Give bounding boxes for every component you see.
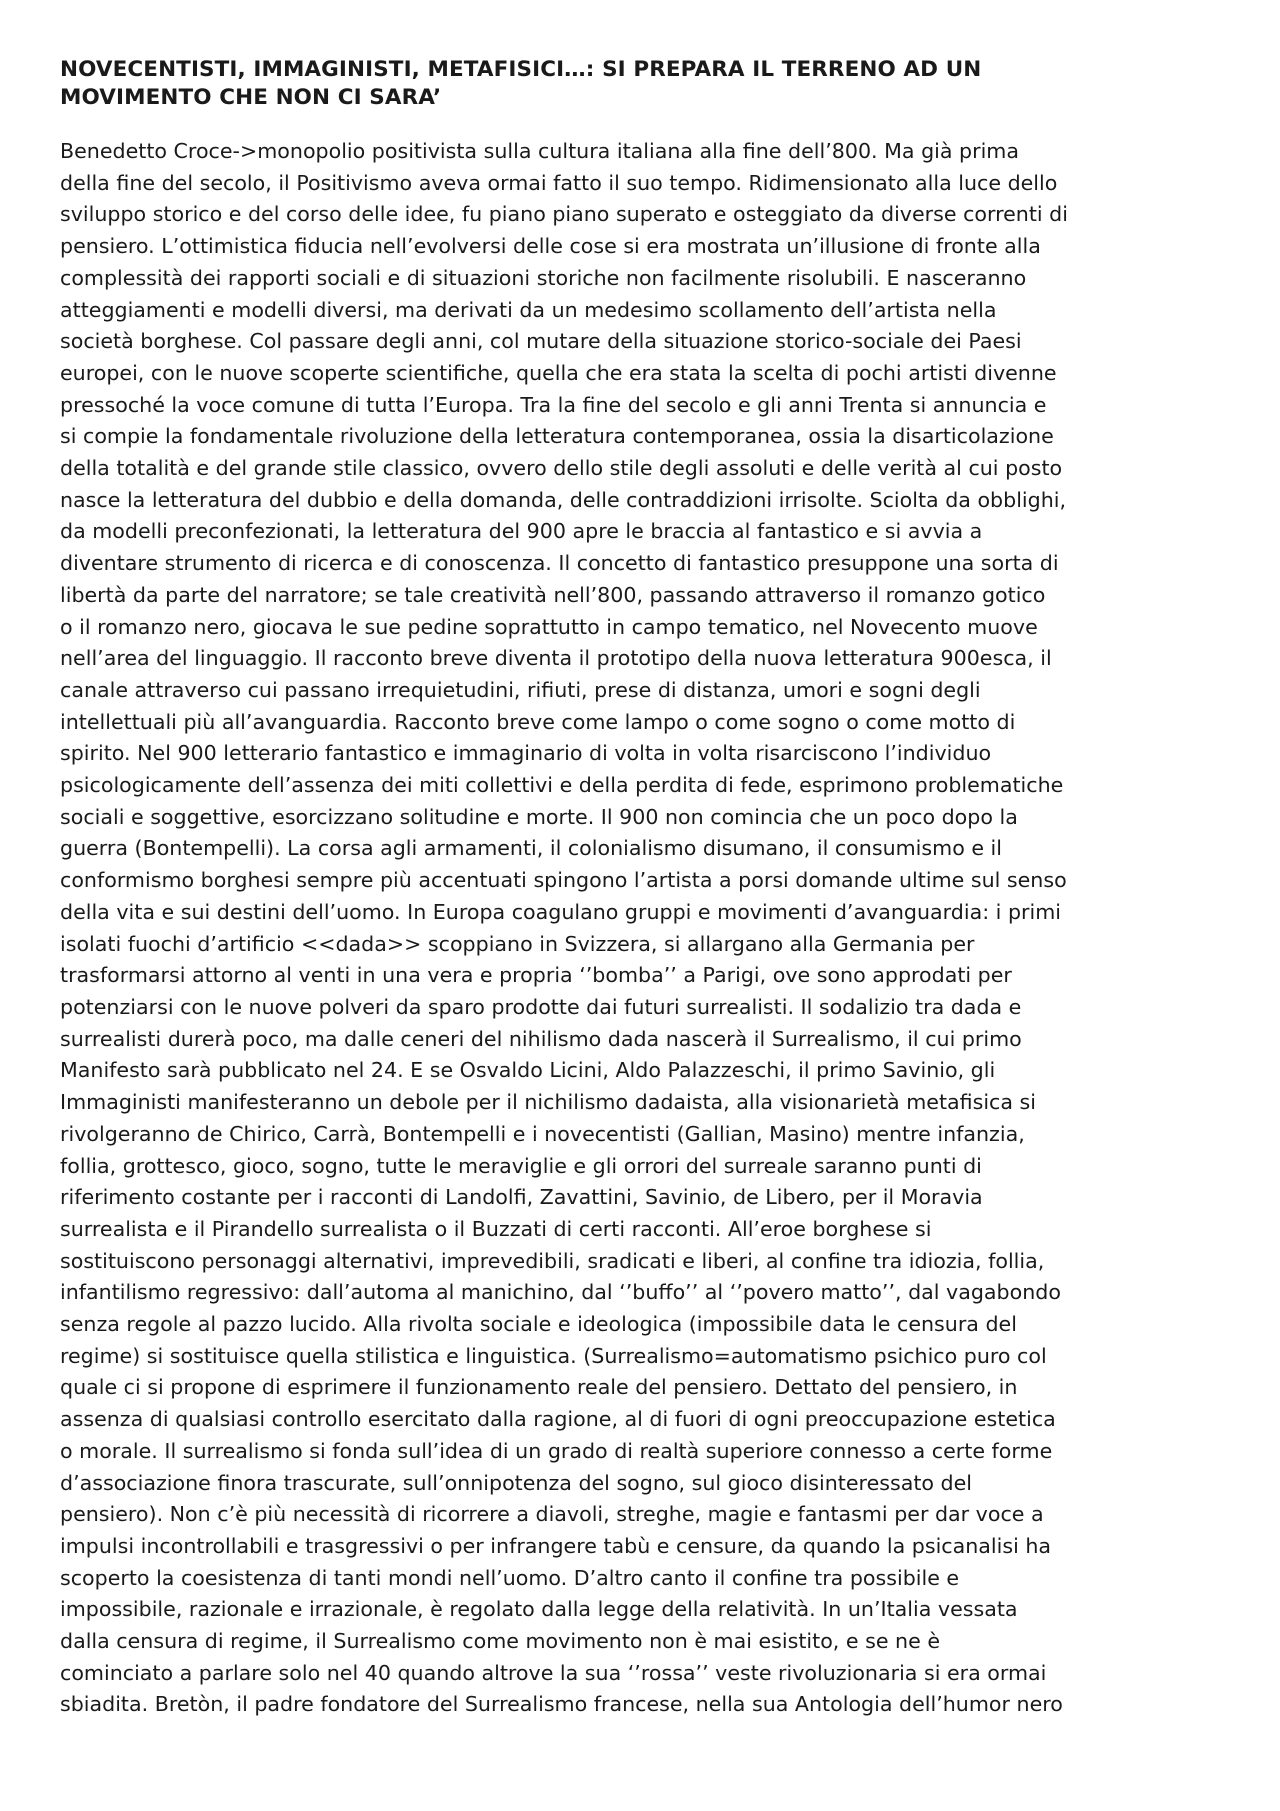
body-line: o il romanzo nero, giocava le sue pedine soprattutto in campo tematico, nel Novecento muove [60, 614, 1038, 639]
document-title [60, 56, 1220, 112]
title-line: MOVIMENTO CHE NON CI SARA’ [60, 85, 442, 110]
body-line: surrealista e il Pirandello surrealista o il Buzzati di certi racconti. All’eroe borghese si [60, 1216, 932, 1241]
body-line: intellettuali più all’avanguardia. Racconto breve come lampo o come sogno o come motto di [60, 709, 1016, 734]
body-line: sviluppo storico e del corso delle idee, fu piano piano superato e osteggiato da diverse correnti di [60, 202, 1068, 227]
body-line: pensiero. L’ottimistica fiducia nell’evolversi delle cose si era mostrata un’illusione di fronte alla [60, 234, 1041, 259]
body-line: psicologicamente dell’assenza dei miti collettivi e della perdita di fede, esprimono problematiche [60, 773, 1064, 798]
body-line: trasformarsi attorno al venti in una vera e propria ‘’bomba’’ a Parigi, ove sono approdati per [60, 963, 1012, 988]
body-line: sbiadita. Bretòn, il padre fondatore del Surrealismo francese, nella sua Antologia dell’humor nero [60, 1692, 1063, 1717]
body-line: dalla censura di regime, il Surrealismo come movimento non è mai esistito, e se ne è [60, 1629, 941, 1654]
body-line: sostituiscono personaggi alternativi, imprevedibili, sradicati e liberi, al confine tra idiozia, follia, [60, 1248, 1045, 1273]
body-line: Immaginisti manifesteranno un debole per il nichilismo dadaista, alla visionarietà metafisica si [60, 1090, 1037, 1115]
body-line: canale attraverso cui passano irrequietudini, rifiuti, prese di distanza, umori e sogni degli [60, 677, 981, 702]
body-line: regime) si sostituisce quella stilistica e linguistica. (Surrealismo=automatismo psichico puro col [60, 1343, 1047, 1368]
body-line: infantilismo regressivo: dall’automa al manichino, dal ‘’buffo’’ al ‘’povero matto’’, dal vagabondo [60, 1280, 1061, 1305]
document-page [60, 56, 1220, 1721]
body-line: d’associazione finora trascurate, sull’onnipotenza del sogno, sul gioco disinteressato del [60, 1470, 972, 1495]
body-line: della fine del secolo, il Positivismo aveva ormai fatto il suo tempo. Ridimensionato alla luce dello [60, 170, 1058, 195]
body-line: complessità dei rapporti sociali e di situazioni storiche non facilmente risolubili. E nasceranno [60, 265, 1027, 290]
body-line: Benedetto Croce->monopolio positivista sulla cultura italiana alla fine dell’800. Ma già prima [60, 139, 1019, 163]
body-line: si compie la fondamentale rivoluzione della letteratura contemporanea, ossia la disarticolazione [60, 424, 1054, 449]
body-line: nell’area del linguaggio. Il racconto breve diventa il prototipo della nuova letteratura 900esca, il [60, 646, 1052, 671]
body-line: della vita e sui destini dell’uomo. In Europa coagulano gruppi e movimenti d’avanguardia: i primi [60, 899, 1061, 924]
title-line: NOVECENTISTI, IMMAGINISTI, METAFISICI…: SI PREPARA IL TERRENO AD UN [60, 57, 982, 82]
body-line: conformismo borghesi sempre più accentuati spingono l’artista a porsi domande ultime sul senso [60, 868, 1067, 893]
body-line: guerra (Bontempelli). La corsa agli armamenti, il colonialismo disumano, il consumismo e il [60, 836, 1002, 861]
body-line: quale ci si propone di esprimere il funzionamento reale del pensiero. Dettato del pensiero, in [60, 1375, 1018, 1400]
body-line: riferimento costante per i racconti di Landolfi, Zavattini, Savinio, de Libero, per il Moravia [60, 1185, 983, 1210]
body-line: surrealisti durerà poco, ma dalle ceneri del nihilismo dada nascerà il Surrealismo, il cui primo [60, 1026, 1022, 1051]
body-line: pressoché la voce comune di tutta l’Europa. Tra la fine del secolo e gli anni Trenta si annuncia e [60, 392, 1047, 417]
body-line: nasce la letteratura del dubbio e della domanda, delle contraddizioni irrisolte. Sciolta da obblighi, [60, 487, 1067, 512]
body-line: rivolgeranno de Chirico, Carrà, Bontempelli e i novecentisti (Gallian, Masino) mentre infanzia, [60, 1121, 1025, 1146]
body-paragraph [60, 136, 1220, 1721]
body-line: o morale. Il surrealismo si fonda sull’idea di un grado di realtà superiore connesso a certe forme [60, 1438, 1053, 1463]
body-line: cominciato a parlare solo nel 40 quando altrove la sua ‘’rossa’’ veste rivoluzionaria si era ormai [60, 1660, 1047, 1685]
body-line: assenza di qualsiasi controllo esercitato dalla ragione, al di fuori di ogni preoccupazione estetica [60, 1407, 1056, 1432]
body-line: della totalità e del grande stile classico, ovvero dello stile degli assoluti e delle verità al cui posto [60, 456, 1063, 481]
body-line: follia, grottesco, gioco, sogno, tutte le meraviglie e gli orrori del surreale saranno punti di [60, 1153, 982, 1178]
body-line: società borghese. Col passare degli anni, col mutare della situazione storico-sociale dei Paesi [60, 329, 1022, 354]
body-line: sociali e soggettive, esorcizzano solitudine e morte. Il 900 non comincia che un poco dopo la [60, 804, 1018, 829]
body-line: da modelli preconfezionati, la letteratura del 900 apre le braccia al fantastico e si avvia a [60, 519, 983, 544]
body-line: libertà da parte del narratore; se tale creatività nell’800, passando attraverso il romanzo gotico [60, 582, 1046, 607]
body-line: Manifesto sarà pubblicato nel 24. E se Osvaldo Licini, Aldo Palazzeschi, il primo Savinio, gli [60, 1058, 996, 1083]
body-line: potenziarsi con le nuove polveri da sparo prodotte dai futuri surrealisti. Il sodalizio tra dada e [60, 994, 1022, 1019]
body-line: pensiero). Non c’è più necessità di ricorrere a diavoli, streghe, magie e fantasmi per dar voce a [60, 1502, 1044, 1527]
body-line: senza regole al pazzo lucido. Alla rivolta sociale e ideologica (impossibile data le censura del [60, 1312, 1017, 1337]
body-line: europei, con le nuove scoperte scientifiche, quella che era stata la scelta di pochi artisti divenne [60, 360, 1057, 385]
body-line: atteggiamenti e modelli diversi, ma derivati da un medesimo scollamento dell’artista nella [60, 297, 997, 322]
body-line: spirito. Nel 900 letterario fantastico e immaginario di volta in volta risarciscono l’individuo [60, 741, 992, 766]
body-line: impulsi incontrollabili e trasgressivi o per infrangere tabù e censure, da quando la psicanalisi ha [60, 1533, 1052, 1558]
body-line: isolati fuochi d’artificio <<dada>> scoppiano in Svizzera, si allargano alla Germania per [60, 931, 975, 956]
body-line: scoperto la coesistenza di tanti mondi nell’uomo. D’altro canto il confine tra possibile e [60, 1565, 960, 1590]
body-line: diventare strumento di ricerca e di conoscenza. Il concetto di fantastico presuppone una sorta di [60, 551, 1059, 576]
body-line: impossibile, razionale e irrazionale, è regolato dalla legge della relatività. In un’Italia vessata [60, 1597, 1018, 1622]
